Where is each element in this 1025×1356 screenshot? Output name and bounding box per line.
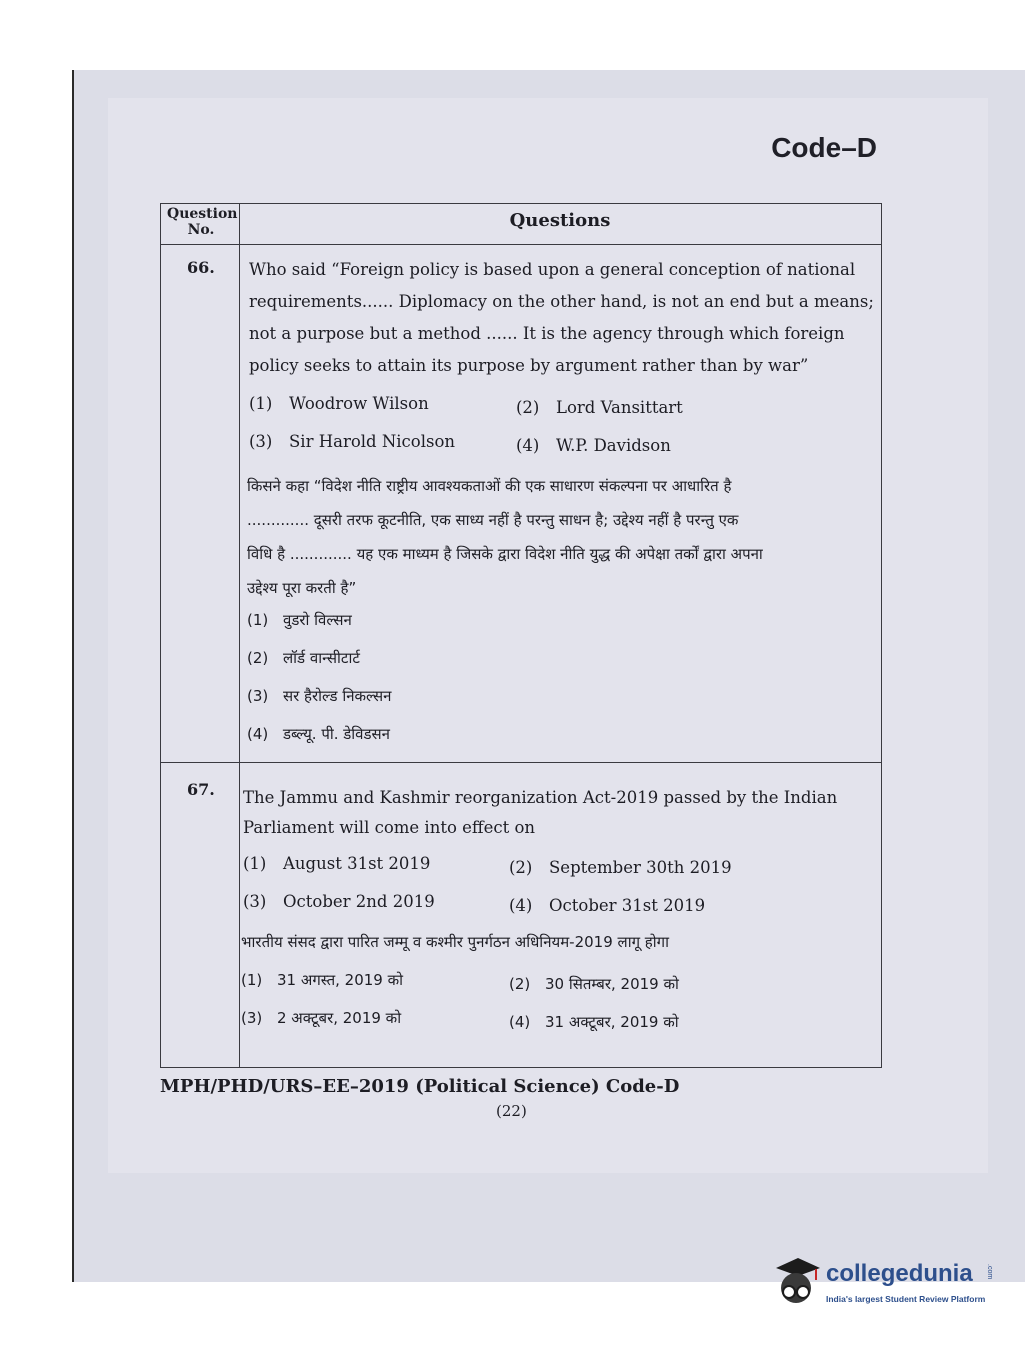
row-divider [161,762,881,763]
option-number: (2) [509,858,533,877]
option-text: September 30th 2019 [549,858,732,877]
option-number: (1) [243,854,267,873]
option-number: (2) [516,398,540,417]
option [516,436,671,455]
question-number: 67. [187,780,215,799]
mascot-icon [768,1254,824,1314]
question-text-line: requirements...... Diplomacy on the other hand, is not an end but a means; [249,292,874,311]
option-number: (3) [249,432,273,451]
option-text: वुडरो विल्सन [283,611,352,629]
option-text: August 31st 2019 [283,854,431,873]
question-text-line: Parliament will come into effect on [243,818,536,837]
option [243,892,435,911]
code-label: Code–D [771,132,877,163]
exam-footer: MPH/PHD/URS–EE–2019 (Political Science) Code-D [160,1076,680,1097]
hindi-text-line: ............. दूसरी तरफ कूटनीति, एक साध्य नहीं है परन्तु साधन है; उद्देश्य नहीं है परन्तु एक [247,511,739,529]
logo-tagline: India's largest Student Review Platform [826,1294,986,1304]
option-number: (3) [247,687,269,705]
hindi-text-line: भारतीय संसद द्वारा पारित जम्मू व कश्मीर पुनर्गठन अधिनियम-2019 लागू होगा [241,933,669,951]
option-number: (3) [241,1009,263,1027]
option-number: (4) [516,436,540,455]
collegedunia-logo[interactable] [768,1254,998,1314]
option-number: (1) [247,611,269,629]
option-text: October 31st 2019 [549,896,706,915]
question-number: 66. [187,258,215,277]
col-header-question-no: Question No. [167,206,238,238]
hindi-option [509,968,679,1001]
table-header [161,204,881,245]
question-table [160,203,882,1068]
question-text-line: not a purpose but a method ...... It is the agency through which foreign [249,324,845,343]
hindi-text-line: उद्देश्य पूरा करती है” [247,579,357,597]
question-text-line: The Jammu and Kashmir reorganization Act-2019 passed by the Indian [243,788,838,807]
col-header-questions: Questions [509,210,611,231]
option-number: (4) [509,896,533,915]
hindi-text-line: किसने कहा “विदेश नीति राष्ट्रीय आवश्यकताओं की एक साधारण संकल्पना पर आधारित है [247,477,732,495]
hindi-option [247,680,391,713]
hindi-option [247,604,352,637]
option-text: 31 अगस्त, 2019 को [277,971,404,989]
option-text: लॉर्ड वान्सीटार्ट [283,649,360,667]
option [249,432,455,451]
hindi-option [241,1002,401,1035]
option-text: सर हैरोल्ड निकल्सन [283,687,392,705]
logo-domain: .com [986,1264,993,1280]
page-number: (22) [496,1102,527,1120]
option-number: (1) [241,971,263,989]
option-number: (1) [249,394,273,413]
logo-wordmark: collegedunia [826,1260,973,1287]
option [249,394,429,413]
question-text-line: Who said “Foreign policy is based upon a general conception of national [249,260,856,279]
option-number: (2) [247,649,269,667]
option-text: Lord Vansittart [556,398,683,417]
question-text-line: policy seeks to attain its purpose by argument rather than by war” [249,356,809,375]
option-text: 2 अक्टूबर, 2019 को [277,1009,402,1027]
option-text: October 2nd 2019 [283,892,435,911]
option-number: (4) [509,1013,531,1031]
option-text: Woodrow Wilson [289,394,429,413]
option-text: W.P. Davidson [556,436,671,455]
option [509,858,732,877]
option-text: डब्ल्यू. पी. डेविडसन [283,725,391,743]
column-divider [239,204,240,1067]
option-number: (2) [509,975,531,993]
option [509,896,705,915]
option-text: Sir Harold Nicolson [289,432,456,451]
hindi-option [247,642,360,675]
option-text: 30 सितम्बर, 2019 को [545,975,679,993]
option [243,854,430,873]
hindi-option [241,964,403,997]
hindi-text-line: विधि है ............. यह एक माध्यम है जिसके द्वारा विदेश नीति युद्ध की अपेक्षा तर्कों द्वारा अपना [247,545,763,563]
option-text: 31 अक्टूबर, 2019 को [545,1013,679,1031]
hindi-option [247,718,390,751]
option-number: (4) [247,725,269,743]
option [516,398,683,417]
option-number: (3) [243,892,267,911]
hindi-option [509,1006,679,1039]
